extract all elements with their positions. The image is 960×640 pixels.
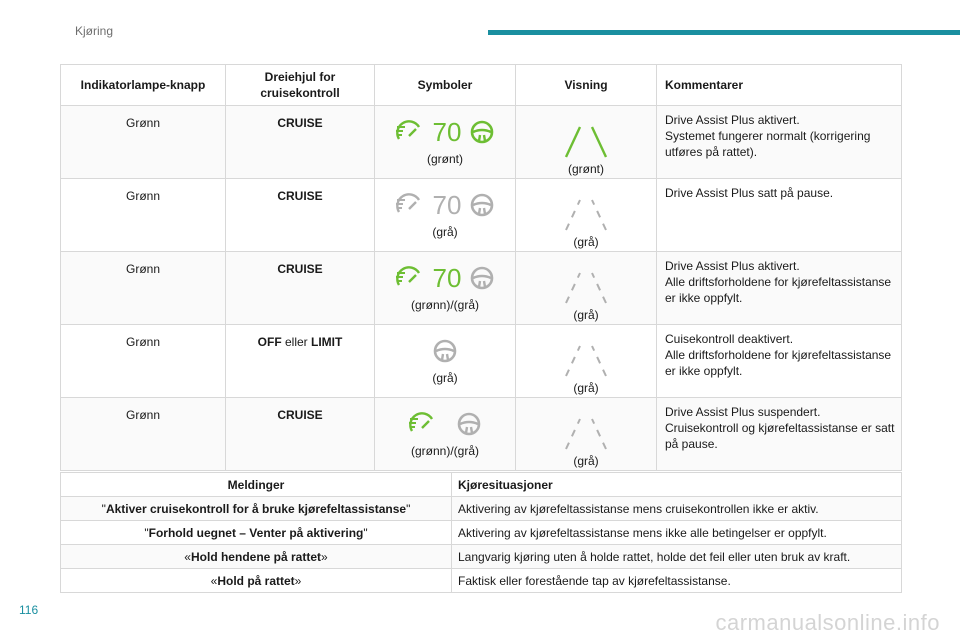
table-row (61, 106, 902, 179)
messages-table (60, 472, 902, 593)
lamp-color: Grønn (125, 116, 160, 130)
symbol-caption: (grønn)/(grå) (410, 298, 479, 312)
lane-lines-icon (546, 197, 626, 233)
speedometer-icon (395, 119, 425, 145)
messages-table-header (61, 473, 902, 497)
lane-lines-icon (546, 270, 626, 306)
status-table (60, 64, 902, 471)
wheel-position: CRUISE (277, 116, 323, 130)
speed-value: 70 (432, 263, 462, 293)
symbol-caption: (grønn)/(grå) (410, 444, 479, 458)
table-row (61, 398, 902, 471)
display-caption: (grå) (573, 381, 599, 395)
section-title: Kjøring (75, 24, 114, 38)
comment: Drive Assist Plus aktivert. Alle driftsforholdene for kjørefeltassistanse er ikke oppfylt. (665, 259, 892, 305)
wheel-position: CRUISE (277, 408, 323, 422)
table-row (61, 521, 902, 545)
table-row (61, 545, 902, 569)
lamp-color: Grønn (125, 262, 160, 276)
col-header-messages: Meldinger (61, 473, 452, 497)
lamp-color: Grønn (125, 189, 160, 203)
table-row (61, 497, 902, 521)
steering-wheel-icon (469, 119, 495, 145)
speedometer-icon (395, 265, 425, 291)
comment: Drive Assist Plus suspendert. Cruisekontroll og kjørefeltassistanse er satt på pause. (665, 405, 895, 451)
table-row (61, 569, 902, 593)
situation-text: Langvarig kjøring uten å holde rattet, holde det feil eller uten bruk av kraft. (452, 545, 902, 569)
table-row (61, 325, 902, 398)
table-row (61, 252, 902, 325)
lane-lines-icon (546, 343, 626, 379)
col-header-situations: Kjøresituasjoner (452, 473, 902, 497)
speedometer-icon (408, 411, 438, 437)
col-header-symbols: Symboler (375, 65, 516, 106)
steering-wheel-icon (432, 338, 458, 364)
lane-lines-icon (546, 124, 626, 160)
col-header-wheel: Dreiehjul for cruisekontroll (226, 65, 375, 106)
message-text: «Hold på rattet» (61, 569, 452, 593)
speed-value: 70 (432, 190, 462, 220)
col-header-comments: Kommentarer (657, 65, 902, 106)
lamp-color: Grønn (125, 408, 160, 422)
watermark: carmanualsonline.info (715, 610, 940, 635)
comment: Drive Assist Plus aktivert. Systemet fungerer normalt (korrigering utføres på rattet). (665, 113, 871, 159)
situation-text: Faktisk eller forestående tap av kjørefeltassistanse. (452, 569, 902, 593)
steering-wheel-icon (469, 265, 495, 291)
message-text: "Aktiver cruisekontroll for å bruke kjørefeltassistanse" (61, 497, 452, 521)
situation-text: Aktivering av kjørefeltassistanse mens ikke alle betingelser er oppfylt. (452, 521, 902, 545)
accent-bar (488, 30, 960, 35)
message-text: «Hold hendene på rattet» (61, 545, 452, 569)
display-caption: (grå) (573, 235, 599, 249)
table-row (61, 179, 902, 252)
speed-value: 70 (432, 117, 462, 147)
display-caption: (grå) (573, 454, 599, 468)
steering-wheel-icon (469, 192, 495, 218)
wheel-position: CRUISE (277, 189, 323, 203)
col-header-lamp: Indikatorlampe-knapp (61, 65, 226, 106)
comment: Cuisekontroll deaktivert. Alle driftsforholdene for kjørefeltassistanse er ikke oppfylt. (665, 332, 892, 378)
message-text: "Forhold uegnet – Venter på aktivering" (61, 521, 452, 545)
lane-lines-icon (546, 416, 626, 452)
col-header-display: Visning (516, 65, 657, 106)
symbol-caption: (grå) (432, 371, 458, 385)
display-caption: (grønt) (568, 162, 604, 176)
situation-text: Aktivering av kjørefeltassistanse mens cruisekontrollen ikke er aktiv. (452, 497, 902, 521)
symbol-caption: (grå) (432, 225, 458, 239)
wheel-position: OFF eller LIMIT (257, 335, 343, 349)
comment: Drive Assist Plus satt på pause. (665, 186, 834, 200)
lamp-color: Grønn (125, 335, 160, 349)
status-table-header (61, 65, 902, 106)
symbol-caption: (grønt) (427, 152, 463, 166)
display-caption: (grå) (573, 308, 599, 322)
steering-wheel-icon (456, 411, 482, 437)
page-number: 116 (19, 603, 39, 617)
wheel-position: CRUISE (277, 262, 323, 276)
speedometer-icon (395, 192, 425, 218)
